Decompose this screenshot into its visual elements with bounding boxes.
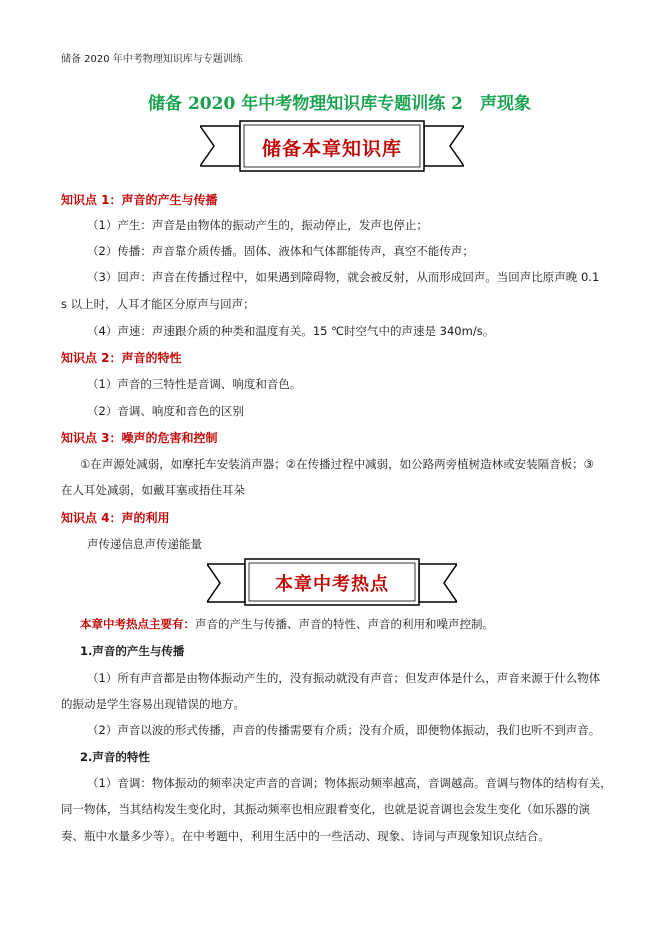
hotspot-section-2-line: 奏、瓶中水量多少等）。在中考题中，利用生活中的一些活动、现象、诗词与声现象知识点结合。: [61, 829, 550, 843]
hotspot-section-2-line: 同一物体，当其结构发生变化时，其振动频率也相应跟着变化，也就是说音调也会发生变化（如乐器的演: [61, 802, 590, 816]
knowledge-point-2-line: （2）音调、响度和音色的区别: [87, 404, 244, 418]
hotspot-banner: [207, 556, 457, 608]
hotspot-section-2-heading: 2.声音的特性: [80, 750, 150, 764]
knowledge-point-1-line: （2）传播：声音靠介质传播。固体、液体和气体都能传声，真空不能传声；: [87, 244, 474, 258]
knowledge-point-2-line: （1）声音的三特性是音调、响度和音色。: [87, 377, 302, 391]
knowledge-point-3-line: ①在声源处减弱，如摩托车安装消声器；②在传播过程中减弱，如公路两旁植树造林或安装隔音板；③: [80, 457, 594, 471]
knowledge-point-4-heading: 知识点 4：声的利用: [61, 511, 170, 525]
hotspot-section-2-line: （1）音调：物体振动的频率决定声音的音调；物体振动频率越高，音调越高。音调与物体的结构有关，: [87, 776, 612, 790]
knowledge-point-3-heading: 知识点 3：噪声的危害和控制: [61, 431, 218, 445]
knowledge-point-1-heading: 知识点 1：声音的产生与传播: [61, 193, 218, 207]
knowledge-point-4-line: 声传递信息声传递能量: [87, 537, 202, 551]
knowledge-point-3-line: 在人耳处减弱，如戴耳塞或捂住耳朵: [61, 483, 245, 497]
hotspot-section-1-line: （1）所有声音都是由物体振动产生的，没有振动就没有声音；但发声体是什么，声音来源于什么物体: [87, 671, 601, 685]
hotspot-intro: [80, 616, 494, 632]
hotspot-banner-text: 本章中考热点: [275, 574, 389, 595]
knowledge-point-1-line: s 以上时，人耳才能区分原声与回声；: [61, 297, 255, 311]
hotspot-intro-label: 本章中考热点主要有：: [80, 617, 195, 631]
knowledge-banner: [200, 118, 464, 174]
hotspot-section-1-line: （2）声音以波的形式传播，声音的传播需要有介质；没有介质，即便物体振动，我们也听不到声音。: [87, 723, 601, 737]
knowledge-point-2-heading: 知识点 2：声音的特性: [61, 351, 182, 365]
knowledge-point-1-line: （3）回声：声音在传播过程中，如果遇到障碍物，就会被反射，从而形成回声。当回声比原声晚 0.1: [87, 270, 600, 284]
hotspot-intro-text: 声音的产生与传播、声音的特性、声音的利用和噪声控制。: [195, 617, 494, 631]
document-title: 储备 2020 年中考物理知识库专题训练 2 声现象: [148, 94, 531, 114]
knowledge-point-1-line: （4）声速：声速跟介质的种类和温度有关。15 ℃时空气中的声速是 340m/s。: [87, 324, 495, 338]
knowledge-point-1-line: （1）产生：声音是由物体的振动产生的，振动停止，发声也停止；: [87, 218, 428, 232]
knowledge-banner-text: 储备本章知识库: [261, 138, 402, 160]
running-header: 储备 2020 年中考物理知识库与专题训练: [61, 54, 243, 65]
hotspot-section-1-line: 的振动是学生容易出现错误的地方。: [61, 697, 245, 711]
hotspot-section-1-heading: 1.声音的产生与传播: [80, 644, 185, 658]
